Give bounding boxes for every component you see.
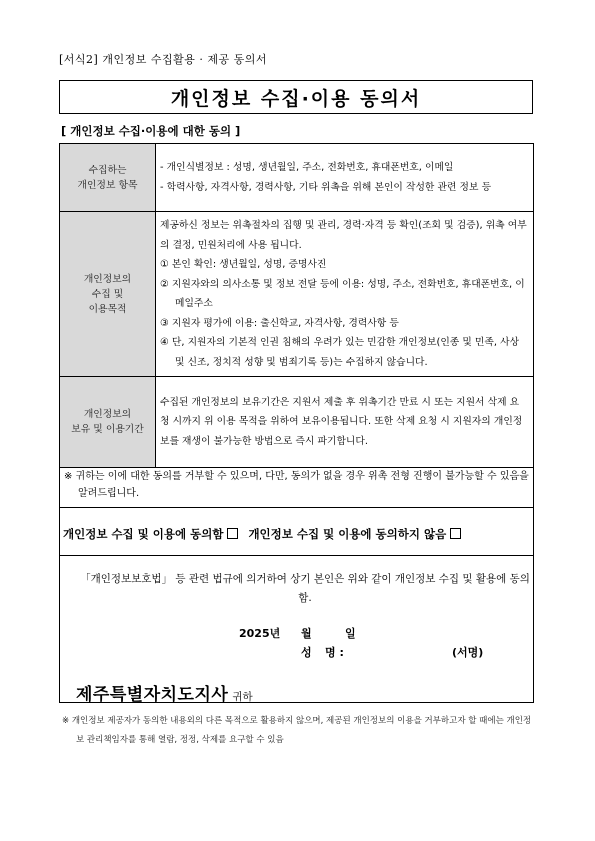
title-box [59, 80, 533, 114]
row-body-purpose [156, 212, 534, 377]
divider [59, 555, 534, 556]
row-body-retention [156, 377, 534, 468]
row-header-collected-items [60, 144, 156, 212]
row-body-collected-items [156, 144, 534, 212]
footnote [62, 712, 534, 750]
frame-left-border [59, 465, 60, 702]
purpose-intro: 제공하신 정보는 위촉절차의 집행 및 관리, 경력·자격 등 확인(조회 및 검증), 위촉 여부의 결정, 민원처리에 사용 됩니다. [160, 220, 527, 251]
list-item: ① 본인 확인: 생년월일, 성명, 증명사진 [160, 259, 327, 270]
table-row [60, 144, 534, 212]
form-label: [서식2] 개인정보 수집활용 · 제공 동의서 [59, 53, 267, 66]
date-month: 월 [301, 627, 312, 640]
agree-label: 개인정보 수집 및 이용에 동의함 [63, 527, 224, 541]
list-item: - 개인식별정보 : 성명, 생년월일, 주소, 전화번호, 휴대폰번호, 이메일 [160, 162, 454, 173]
document-title: 개인정보 수집·이용 동의서 [170, 87, 422, 110]
signature-mark: (서명) [452, 646, 484, 659]
signature-label-2: 명 : [325, 646, 344, 659]
recipient-suffix: 귀하 [232, 691, 253, 703]
row-header-retention [60, 377, 156, 468]
table-row [60, 212, 534, 377]
section-heading: [ 개인정보 수집·이용에 대한 동의 ] [61, 124, 241, 138]
divider [59, 702, 534, 703]
date-day: 일 [345, 627, 356, 640]
disagree-label: 개인정보 수집 및 이용에 동의하지 않음 [248, 527, 447, 541]
consent-choices [63, 526, 533, 542]
agree-checkbox[interactable] [227, 528, 238, 539]
header-line: 개인정보 항목 [77, 179, 138, 191]
table-row [60, 377, 534, 468]
refusal-notice [64, 468, 530, 502]
consent-declaration: 「개인정보보호법」 등 관련 법규에 의거하여 상기 본인은 위와 같이 개인정보 수집 및 활용에 동의함. [80, 573, 530, 604]
list-item: ② 지원자와의 의사소통 및 정보 전달 등에 이용: 성명, 주소, 전화번호, 휴대폰번호, 이메일주소 [160, 278, 525, 309]
list-item: - 학력사항, 자격사항, 경력사항, 기타 위촉을 위해 본인이 작성한 관련 정보 등 [160, 181, 492, 193]
signature-label-1: 성 [301, 646, 312, 659]
header-line: 개인정보의 [83, 273, 132, 285]
retention-text: 수집된 개인정보의 보유기간은 지원서 제출 후 위촉기간 만료 시 또는 지원서 삭제 요청 시까지 위 이용 목적을 위하여 보유이용됩니다. 또한 삭제 요청 시 지원자의 개인정보를 재생이 불가능한 방법으로 즉시 파기합니다. [160, 396, 523, 447]
footnote-text: ※ 개인정보 제공자가 동의한 내용외의 다른 목적으로 활용하지 않으며, 제공된 개인정보의 이용을 거부하고자 할 때에는 개인정보 관리책임자를 통해 열람, 정정, 삭제를 요구할 수 있음 [62, 716, 532, 745]
disagree-checkbox[interactable] [450, 528, 461, 539]
consent-table [59, 143, 534, 468]
header-line: 수집 및 [91, 288, 124, 300]
header-line: 수집하는 [88, 164, 127, 176]
divider [59, 507, 534, 508]
row-header-purpose [60, 212, 156, 377]
header-line: 이용목적 [88, 303, 127, 315]
recipient-name: 제주특별자치도지사 [76, 685, 229, 705]
header-line: 보유 및 이용기간 [71, 424, 144, 435]
refusal-notice-text: ※ 귀하는 이에 대한 동의를 거부할 수 있으며, 다만, 동의가 없을 경우 위촉 전형 진행이 불가능할 수 있음을 알려드립니다. [64, 471, 529, 499]
header-line: 개인정보의 [83, 409, 132, 420]
list-item: ③ 지원자 평가에 이용: 출신학교, 자격사항, 경력사항 등 [160, 317, 399, 329]
date-year: 2025년 [239, 627, 281, 640]
list-item: ④ 단, 지원자의 기본적 인권 침해의 우려가 있는 민감한 개인정보(인종 및 민족, 사상 및 신조, 정치적 성향 및 범죄기록 등)는 수집하지 않습니다. [160, 337, 520, 368]
